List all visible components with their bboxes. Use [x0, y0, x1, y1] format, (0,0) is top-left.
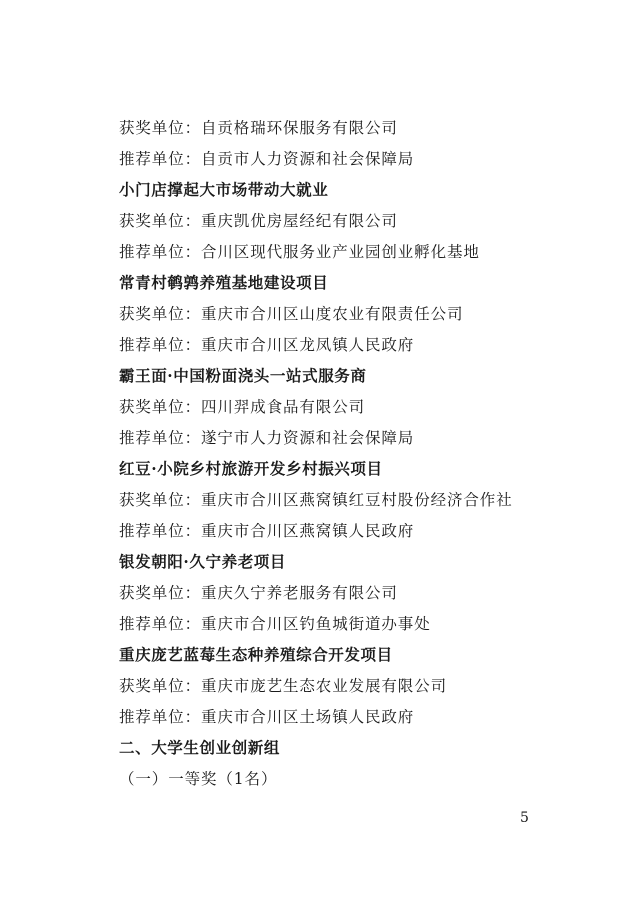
subsection-heading: （一）一等奖（1名）: [119, 770, 278, 788]
project-title: 常青村鹌鹑养殖基地建设项目: [119, 273, 329, 292]
project-title: 小门店撑起大市场带动大就业: [119, 180, 329, 199]
recommend-unit-line: 推荐单位：重庆市合川区钓鱼城街道办事处: [119, 615, 431, 633]
recommend-unit-line: 推荐单位：重庆市合川区土场镇人民政府: [119, 708, 415, 726]
section-heading: 二、大学生创业创新组: [119, 738, 281, 757]
recommend-unit-line: 推荐单位：重庆市合川区燕窝镇人民政府: [119, 522, 415, 540]
recommend-unit-line: 推荐单位：自贡市人力资源和社会保障局: [119, 150, 415, 168]
award-unit-line: 获奖单位：重庆久宁养老服务有限公司: [119, 584, 398, 602]
award-unit-line: 获奖单位：重庆市合川区山度农业有限责任公司: [119, 305, 464, 323]
recommend-unit-line: 推荐单位：重庆市合川区龙凤镇人民政府: [119, 336, 415, 354]
award-unit-line: 获奖单位：自贡格瑞环保服务有限公司: [119, 119, 398, 137]
page-number: 5: [520, 810, 529, 826]
award-unit-line: 获奖单位：四川羿成食品有限公司: [119, 398, 366, 416]
recommend-unit-line: 推荐单位：合川区现代服务业产业园创业孵化基地: [119, 243, 480, 261]
award-unit-line: 获奖单位：重庆凯优房屋经纪有限公司: [119, 212, 398, 230]
project-title: 霸王面·中国粉面浇头一站式服务商: [119, 366, 367, 385]
award-unit-line: 获奖单位：重庆市合川区燕窝镇红豆村股份经济合作社: [119, 491, 513, 509]
project-title: 银发朝阳·久宁养老项目: [119, 552, 286, 571]
award-unit-line: 获奖单位：重庆市庞艺生态农业发展有限公司: [119, 677, 448, 695]
project-title: 红豆·小院乡村旅游开发乡村振兴项目: [119, 459, 383, 478]
project-title: 重庆庞艺蓝莓生态种养殖综合开发项目: [119, 645, 393, 664]
recommend-unit-line: 推荐单位：遂宁市人力资源和社会保障局: [119, 429, 415, 447]
